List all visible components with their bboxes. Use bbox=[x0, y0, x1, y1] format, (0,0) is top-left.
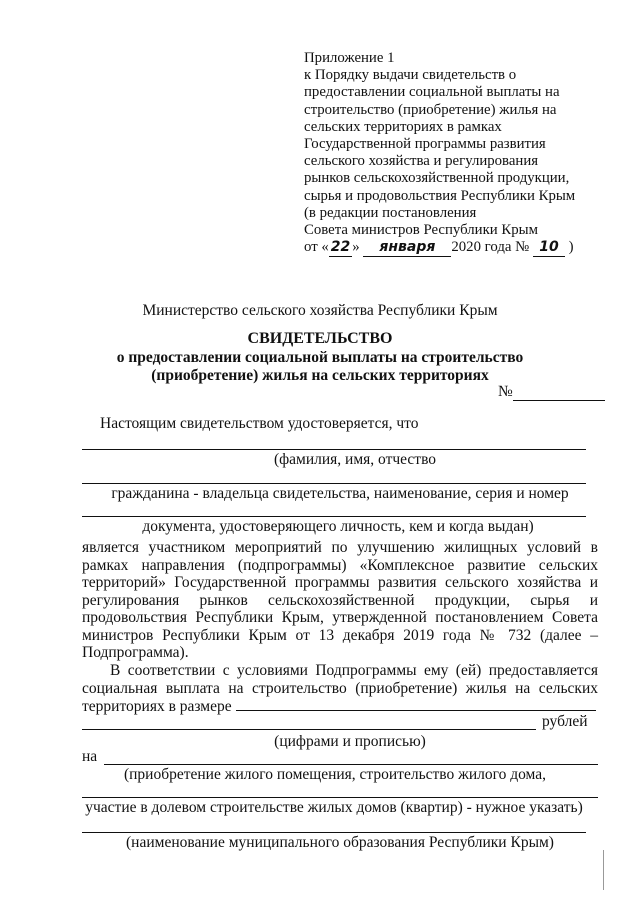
appendix-line: сельских территориях в рамках bbox=[304, 118, 502, 135]
caption-amount: (цифрами и прописью) bbox=[274, 733, 426, 750]
na-label: на bbox=[82, 748, 98, 765]
paragraph-line: продовольствия Республики Крым, утвержденной постановлением Совета bbox=[82, 609, 598, 626]
paragraph-participant bbox=[82, 539, 598, 662]
appendix-line: Совета министров Республики Крым bbox=[304, 222, 538, 239]
caption-document: документа, удостоверяющего личность, кем и когда выдан) bbox=[142, 518, 534, 535]
number-label: № bbox=[498, 383, 513, 400]
appendix-line: предоставлении социальной выплаты на bbox=[304, 84, 560, 101]
paragraph-payment bbox=[82, 662, 598, 716]
caption-citizen: гражданина - владельца свидетельства, наименование, серия и номер bbox=[111, 485, 569, 502]
caption-purpose-2: участие в долевом строительстве жилых домов (квартир) - нужное указать) bbox=[85, 799, 583, 816]
paragraph-line: министров Республики Крым от 13 декабря 2019 года № 732 (далее – bbox=[82, 626, 598, 644]
purpose-field[interactable] bbox=[104, 764, 598, 765]
appendix-line: (в редакции постановления bbox=[304, 204, 477, 221]
fio-field[interactable] bbox=[82, 449, 586, 450]
appendix-line: Приложение 1 bbox=[304, 50, 395, 66]
appendix-line: сельского хозяйства и регулирования bbox=[304, 153, 539, 170]
appendix-line: Государственной программы развития bbox=[304, 136, 546, 153]
handwritten-month: января bbox=[363, 239, 451, 257]
paragraph-line: Подпрограмма). bbox=[82, 644, 189, 661]
document-field[interactable] bbox=[82, 516, 586, 517]
citizen-field[interactable] bbox=[82, 483, 586, 484]
paragraph-line: территориях в размере bbox=[82, 697, 598, 716]
paragraph-line: рамках направления (подпрограммы) «Комплексное развитие сельских bbox=[82, 556, 598, 574]
subtitle-line: о предоставлении социальной выплаты на строительство bbox=[116, 349, 524, 366]
paragraph-line: территорий» Государственной программы развития сельского хозяйства и bbox=[82, 574, 598, 591]
handwritten-number: 10 bbox=[533, 239, 565, 257]
paragraph-line: социальная выплата на строительство (приобретение) жилья на сельских bbox=[82, 679, 598, 697]
subtitle-line: (приобретение) жилья на сельских территориях bbox=[151, 367, 489, 384]
certificate-number bbox=[498, 383, 605, 401]
caption-purpose-1: (приобретение жилого помещения, строительство жилого дома, bbox=[123, 766, 547, 783]
appendix-line: рынков сельскохозяйственной продукции, bbox=[304, 170, 570, 187]
number-field[interactable] bbox=[513, 386, 605, 401]
paragraph-line: В соответствии с условиями Подпрограммы ему (ей) предоставляется bbox=[110, 662, 598, 679]
appendix-line: строительство (приобретение) жилья на bbox=[304, 101, 557, 118]
ministry-name: Министерство сельского хозяйства Республики Крым bbox=[142, 302, 498, 319]
paragraph-line: является участником мероприятий по улучшению жилищных условий в bbox=[82, 539, 598, 556]
caption-fio: (фамилия, имя, отчество bbox=[273, 451, 437, 468]
appendix-block bbox=[304, 50, 624, 257]
paragraph-line: регулирования рынков сельскохозяйственной продукции, сырья и bbox=[82, 591, 598, 609]
amount-field[interactable] bbox=[236, 697, 596, 711]
municipality-field[interactable] bbox=[82, 832, 586, 833]
caption-municipality: (наименование муниципального образования Республики Крым) bbox=[126, 834, 554, 851]
appendix-line: к Порядку выдачи свидетельств о bbox=[304, 67, 517, 84]
appendix-date-line: от « 22 » января 2020 года № 10 ) bbox=[304, 239, 624, 257]
handwritten-day: 22 bbox=[329, 239, 352, 257]
document-title: СВИДЕТЕЛЬСТВО bbox=[247, 330, 393, 347]
rubles-label: рублей bbox=[542, 713, 588, 730]
scan-edge bbox=[603, 850, 604, 890]
appendix-line: сырья и продовольствия Республики Крым bbox=[304, 187, 576, 204]
document-subtitle bbox=[0, 349, 640, 385]
amount-field-continued[interactable] bbox=[82, 729, 536, 730]
purpose-field-continued[interactable] bbox=[82, 797, 598, 798]
intro-text: Настоящим свидетельством удостоверяется, что bbox=[100, 415, 419, 432]
